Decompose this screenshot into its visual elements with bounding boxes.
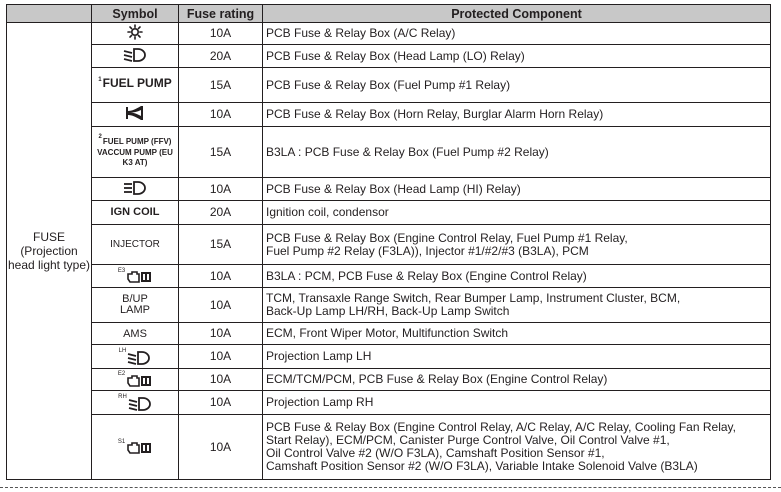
table-row xyxy=(7,23,771,45)
protected-component: PCB Fuse & Relay Box (Head Lamp (LO) Relay) xyxy=(263,45,771,68)
fuse-rating: 20A xyxy=(179,201,263,225)
protected-component: Projection Lamp LH xyxy=(263,345,771,369)
symbol-cell xyxy=(92,323,179,345)
symbol-cell xyxy=(92,265,179,288)
protected-component: Projection Lamp RH xyxy=(263,391,771,415)
symbol-cell xyxy=(92,345,179,369)
protected-component: TCM, Transaxle Range Switch, Rear Bumper Lamp, Instrument Cluster, BCM, Back-Up Lamp LH/RH, Back-Up Lamp Switch xyxy=(263,288,771,323)
horn-icon xyxy=(124,105,146,121)
fuse-rating: 10A xyxy=(179,369,263,391)
fuse-rating: 15A xyxy=(179,225,263,265)
symbol-cell xyxy=(92,23,179,45)
fuse-table xyxy=(6,4,771,480)
table-row xyxy=(7,201,771,225)
symbol-superscript: E2 xyxy=(117,371,126,378)
symbol-cell xyxy=(92,127,179,178)
fuse-rating: 10A xyxy=(179,178,263,201)
backup-lamp-symbol: B/UP LAMP xyxy=(120,293,150,316)
fuel-pump-ffv-vaccum-pump-symbol: $^2$FUEL PUMP (FFV) VACCUM PUMP (EU K3 AT) xyxy=(97,133,173,167)
fuse-rating: 10A xyxy=(179,288,263,323)
fuse-rating: 10A xyxy=(179,415,263,480)
table-row xyxy=(7,68,771,103)
fuse-rating: 20A xyxy=(179,45,263,68)
high-beam-headlamp-icon xyxy=(123,181,147,195)
symbol-superscript: S1 xyxy=(117,438,126,445)
fuse-rating: 15A xyxy=(179,127,263,178)
table-row xyxy=(7,225,771,265)
fuse-rating: 10A xyxy=(179,391,263,415)
protected-component: PCB Fuse & Relay Box (Horn Relay, Burglar Alarm Horn Relay) xyxy=(263,103,771,127)
low-beam-headlamp-icon xyxy=(128,397,152,411)
symbol-superscript: RH xyxy=(118,394,127,401)
category-sub-label-2: head light type) xyxy=(7,258,91,272)
category-label: FUSE xyxy=(32,230,65,244)
table-row xyxy=(7,288,771,323)
header-fuse-rating: Fuse rating xyxy=(179,5,263,23)
symbol-cell xyxy=(92,288,179,323)
symbol-cell xyxy=(92,415,179,480)
symbol-superscript: LH xyxy=(118,348,127,355)
protected-component: PCB Fuse & Relay Box (Head Lamp (HI) Relay) xyxy=(263,178,771,201)
symbol-superscript: E3 xyxy=(117,267,126,274)
symbol-cell xyxy=(92,391,179,415)
protected-component: ECM, Front Wiper Motor, Multifunction Switch xyxy=(263,323,771,345)
low-beam-headlamp-icon xyxy=(127,351,151,365)
ign-coil-symbol: IGN COIL xyxy=(110,206,160,218)
symbol-cell xyxy=(92,201,179,225)
fuel-pump-symbol: $^1$FUEL PUMP xyxy=(98,76,172,90)
protected-component: PCB Fuse & Relay Box (A/C Relay) xyxy=(263,23,771,45)
fuse-rating: 10A xyxy=(179,103,263,127)
protected-component: B3LA : PCM, PCB Fuse & Relay Box (Engine Control Relay) xyxy=(263,265,771,288)
category-sub-label-1: (Projection xyxy=(20,244,78,258)
fuse-rating: 10A xyxy=(179,323,263,345)
header-row xyxy=(7,5,771,23)
protected-component: Ignition coil, condensor xyxy=(263,201,771,225)
fuse-rating: 10A xyxy=(179,345,263,369)
ams-symbol: AMS xyxy=(123,327,147,340)
table-row xyxy=(7,369,771,391)
symbol-cell xyxy=(92,369,179,391)
table-row xyxy=(7,265,771,288)
category-cell xyxy=(7,23,92,480)
symbol-cell xyxy=(92,225,179,265)
header-protected-component: Protected Component xyxy=(263,5,771,23)
low-beam-headlamp-icon xyxy=(123,48,147,62)
table-row xyxy=(7,345,771,369)
table-row xyxy=(7,323,771,345)
header-symbol: Symbol xyxy=(92,5,179,23)
engine-check-icon xyxy=(126,374,152,388)
protected-component: B3LA : PCB Fuse & Relay Box (Fuel Pump #2 Relay) xyxy=(263,127,771,178)
injector-symbol: INJECTOR xyxy=(110,238,160,250)
protected-component: PCB Fuse & Relay Box (Engine Control Relay, A/C Relay, A/C Relay, Cooling Fan Relay, Start Relay), ECM/PCM, Canister Purge Control Valve, Oil Control Valve #1, Oil Control Valve #2 (W/O F3LA), Camshaft Position Sensor #1, Camshaft Position Sensor #2 (W/O F3LA), Variable Intake Solenoid Valve (B3LA) xyxy=(263,415,771,480)
header-category xyxy=(7,5,92,23)
fuse-rating: 15A xyxy=(179,68,263,103)
table-row xyxy=(7,45,771,68)
table-row xyxy=(7,103,771,127)
symbol-cell xyxy=(92,178,179,201)
fuse-rating: 10A xyxy=(179,265,263,288)
table-row xyxy=(7,415,771,480)
table-row xyxy=(7,391,771,415)
table-row xyxy=(7,127,771,178)
symbol-cell xyxy=(92,103,179,127)
dashed-divider xyxy=(0,487,781,488)
symbol-cell xyxy=(92,45,179,68)
engine-check-icon xyxy=(126,441,152,455)
protected-component: PCB Fuse & Relay Box (Engine Control Relay, Fuel Pump #1 Relay, Fuel Pump #2 Relay (F3LA)), Injector #1/#2/#3 (B3LA), PCM xyxy=(263,225,771,265)
fan-sun-icon xyxy=(127,24,143,40)
engine-check-icon xyxy=(126,270,152,284)
table-row xyxy=(7,178,771,201)
protected-component: ECM/TCM/PCM, PCB Fuse & Relay Box (Engine Control Relay) xyxy=(263,369,771,391)
protected-component: PCB Fuse & Relay Box (Fuel Pump #1 Relay) xyxy=(263,68,771,103)
fuse-rating: 10A xyxy=(179,23,263,45)
symbol-cell xyxy=(92,68,179,103)
